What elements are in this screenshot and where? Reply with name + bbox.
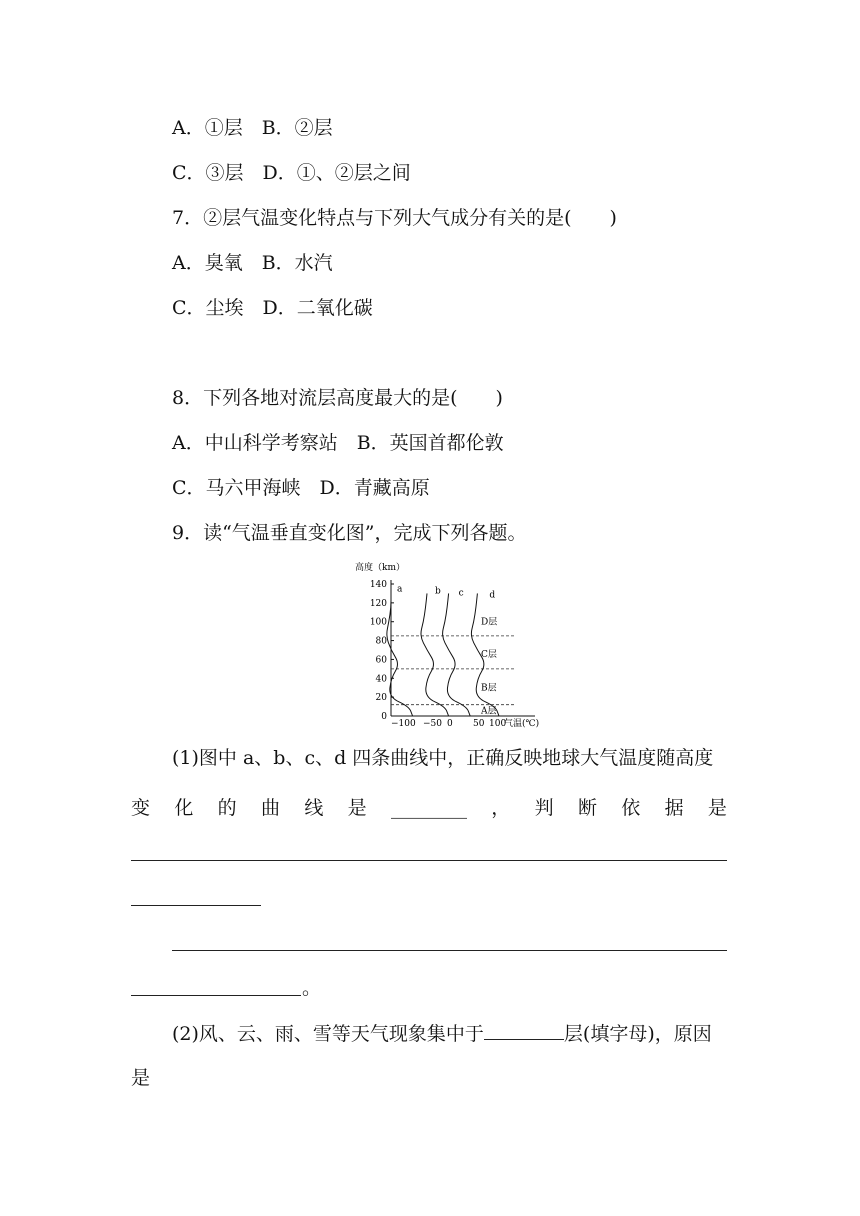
- q9-part2-line1: [172, 1021, 712, 1046]
- q8-stem: 8．下列各地对流层高度最大的是( ): [172, 387, 503, 409]
- y-tick-label: 100: [369, 617, 387, 628]
- y-tick-label: 60: [375, 655, 387, 666]
- y-tick-label: 80: [375, 636, 387, 647]
- q9-part1-line2: [131, 796, 727, 820]
- spread-word: 线: [304, 797, 324, 819]
- y-tick-label: 0: [381, 712, 387, 722]
- q6-options-line2: C．③层 D．①、②层之间: [172, 162, 411, 184]
- answer-line-1[interactable]: [131, 860, 727, 861]
- answer-blank-curve[interactable]: ________: [390, 797, 467, 819]
- spread-word: ，: [491, 797, 511, 819]
- x-tick-label: 50: [473, 719, 485, 729]
- q9-stem: 9．读“气温垂直变化图”，完成下列各题。: [172, 522, 527, 544]
- curve-label-a: a: [397, 584, 403, 595]
- end-period: 。: [302, 977, 322, 999]
- x-tick-label: 100: [489, 719, 507, 729]
- y-tick-label: 20: [375, 693, 387, 704]
- spread-word: 是: [347, 797, 367, 819]
- spread-word: 判: [534, 797, 554, 819]
- curve-label-c: c: [458, 588, 464, 599]
- y-tick-label: 40: [375, 674, 387, 685]
- q9-part2-suffix: 层(填字母)，原因: [563, 1023, 712, 1045]
- spread-word: 曲: [260, 797, 280, 819]
- layer-label: C层: [481, 649, 497, 660]
- layer-label: D层: [481, 617, 498, 628]
- layer-label: B层: [481, 683, 497, 694]
- q9-part2-line2: 是: [131, 1067, 151, 1089]
- answer-line-3[interactable]: [172, 950, 727, 951]
- spread-word: 依: [621, 797, 641, 819]
- spread-word: 断: [577, 797, 597, 819]
- curve-label-b: b: [435, 586, 441, 597]
- spread-word: 的: [217, 797, 237, 819]
- q7-stem: 7．②层气温变化特点与下列大气成分有关的是( ): [172, 207, 617, 229]
- x-axis-label: 气温(℃): [504, 719, 540, 729]
- answer-line-4[interactable]: [131, 995, 301, 996]
- x-tick-label: −100: [391, 719, 416, 729]
- spread-word: 化: [174, 797, 194, 819]
- x-tick-label: 0: [447, 719, 453, 729]
- spread-word: 据: [664, 797, 684, 819]
- curve-b: [421, 593, 449, 716]
- y-tick-label: 120: [369, 598, 387, 609]
- q8-options-line2: C．马六甲海峡 D．青藏高原: [172, 477, 430, 499]
- y-axis-label: 高度（km）: [355, 563, 405, 573]
- curve-c: [443, 593, 471, 716]
- curve-label-d: d: [489, 590, 496, 601]
- q7-options-line2: C．尘埃 D．二氧化碳: [172, 297, 373, 319]
- y-tick-label: 140: [369, 580, 387, 590]
- q6-options-line1: A．①层 B．②层: [172, 117, 333, 139]
- answer-line-2[interactable]: [131, 905, 261, 906]
- q8-options-line1: A．中山科学考察站 B．英国首都伦敦: [172, 432, 504, 454]
- q9-part2-prefix: (2)风、云、雨、雪等天气现象集中于: [172, 1023, 484, 1045]
- spread-word: 是: [707, 797, 727, 819]
- layer-label: A层: [481, 706, 497, 717]
- temperature-vertical-chart: [355, 558, 545, 734]
- q9-part1-line1: (1)图中 a、b、c、d 四条曲线中，正确反映地球大气温度随高度: [172, 747, 714, 769]
- spread-word: 变: [131, 797, 151, 819]
- answer-blank-layer[interactable]: [484, 1021, 564, 1040]
- x-tick-label: −50: [423, 719, 442, 729]
- q7-options-line1: A．臭氧 B．水汽: [172, 252, 333, 274]
